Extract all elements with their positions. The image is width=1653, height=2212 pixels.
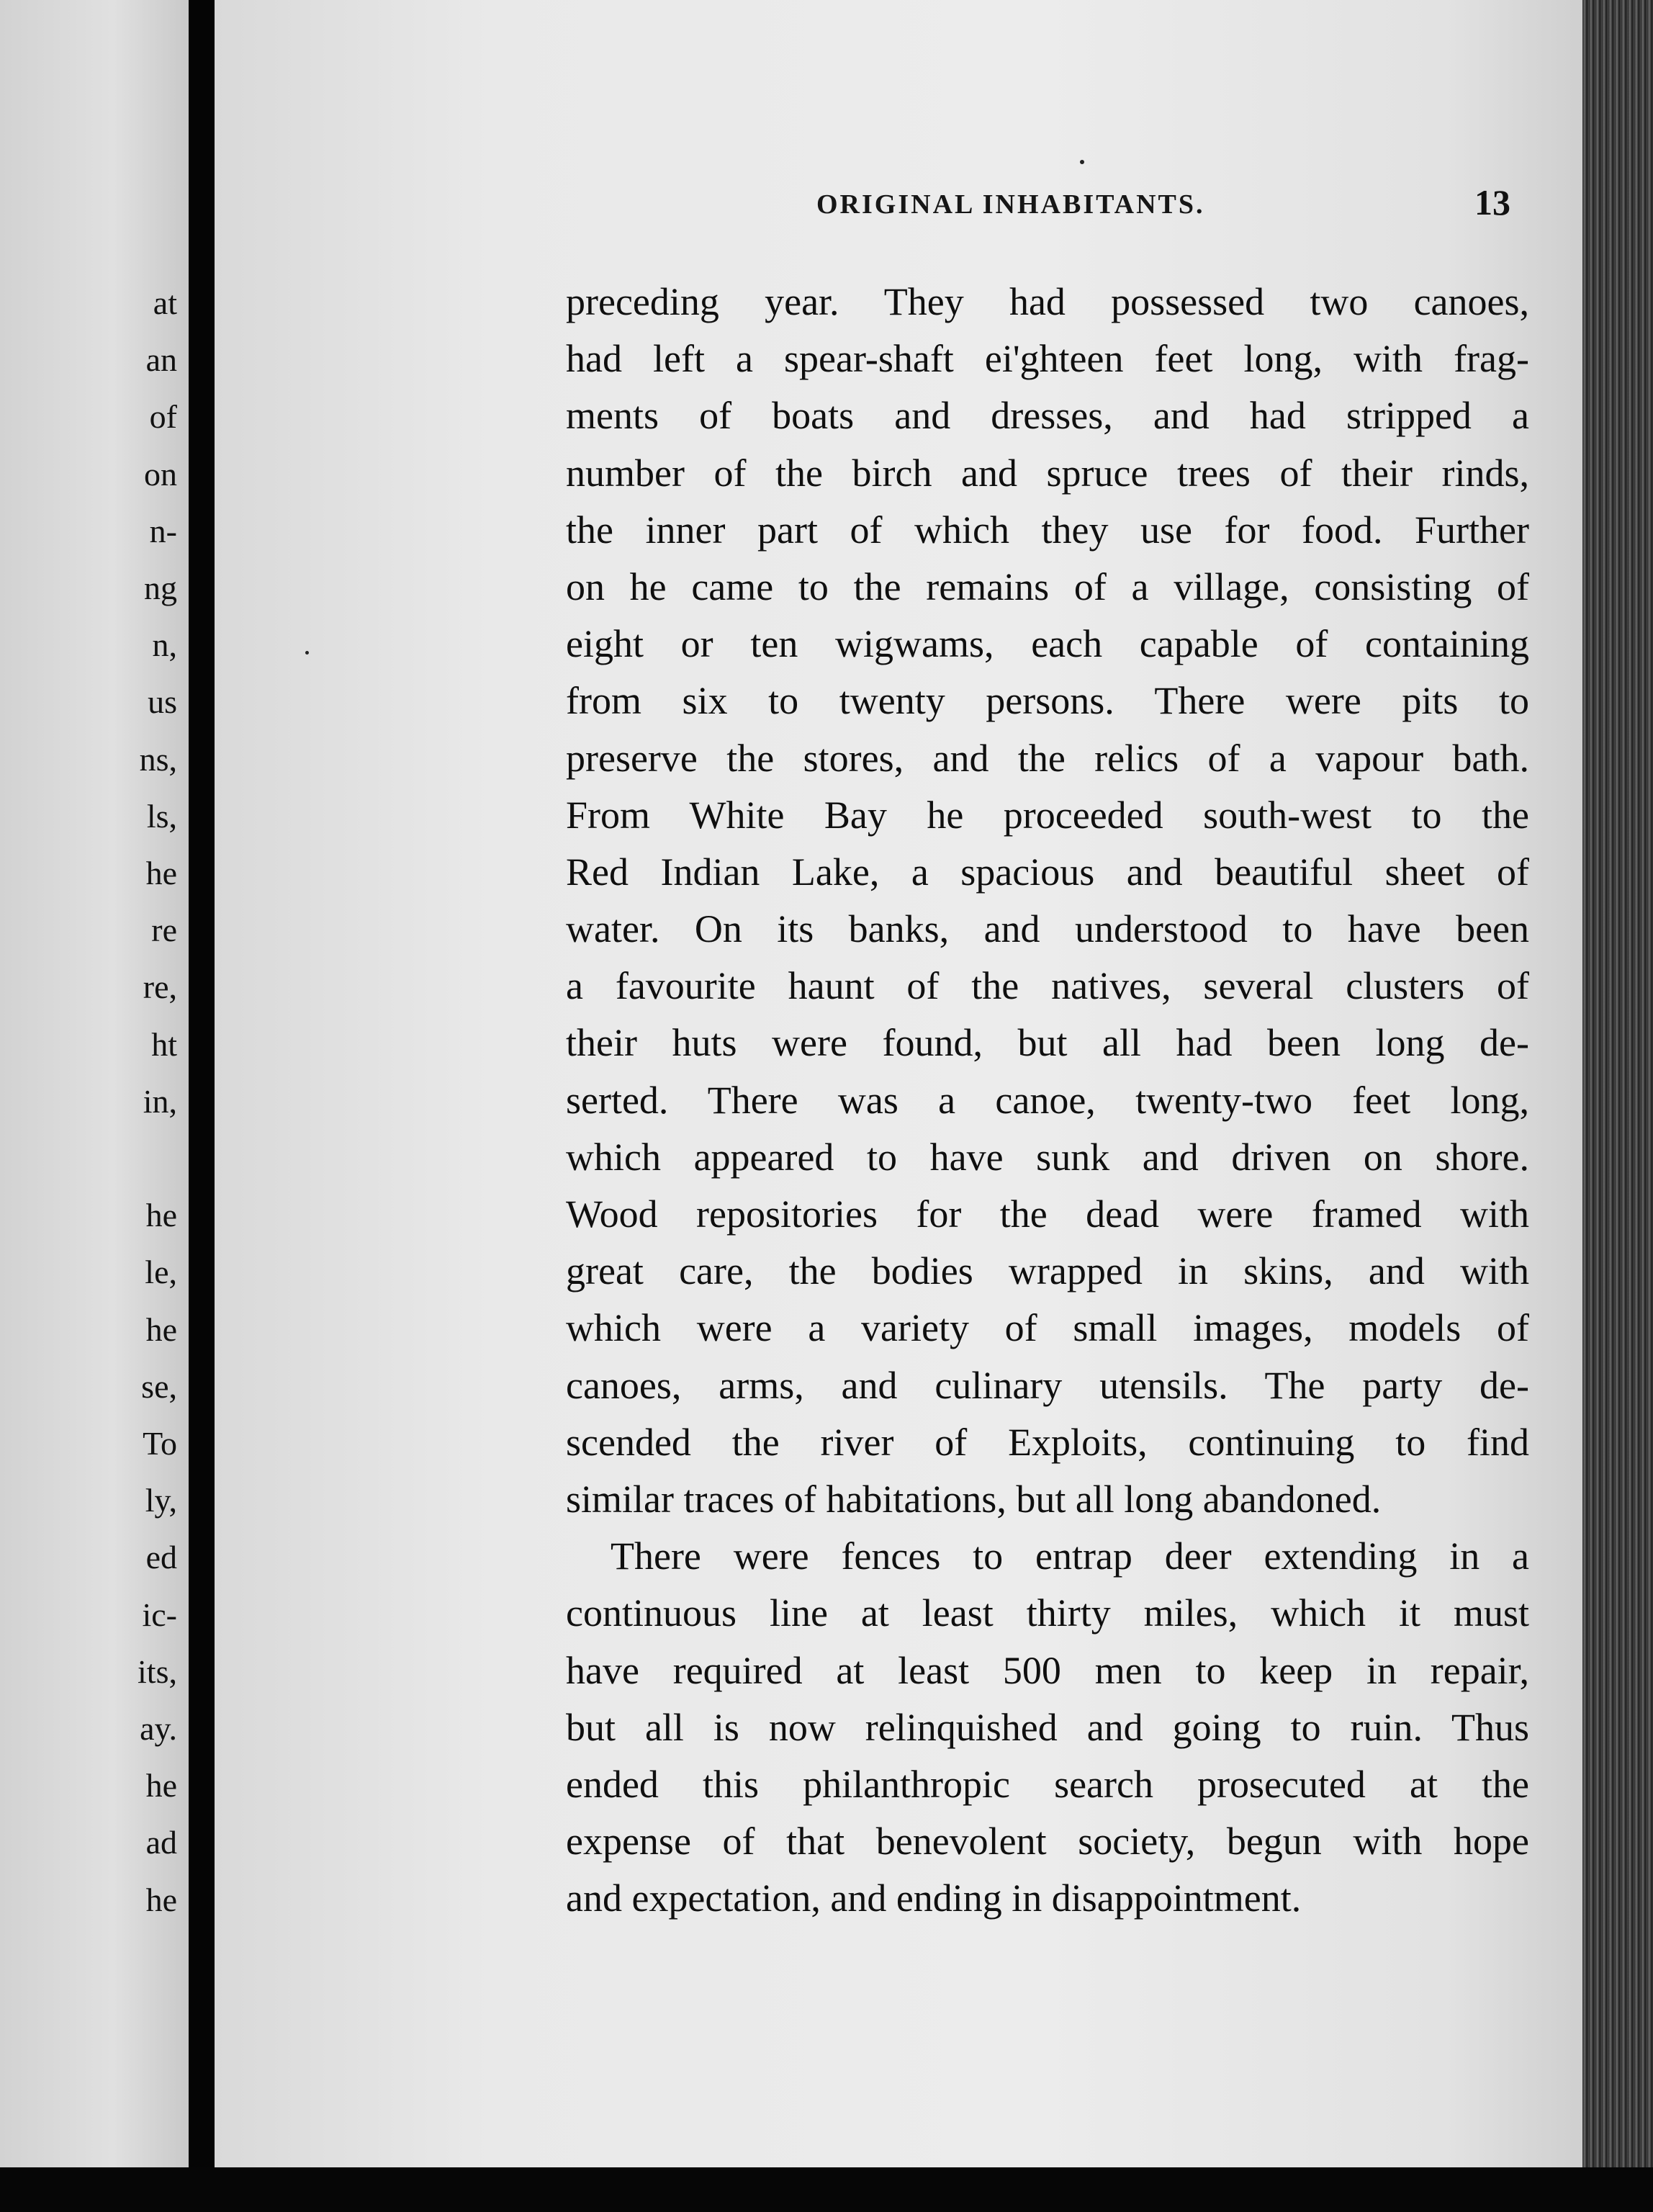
left-page-fragment: ed bbox=[145, 1539, 177, 1576]
text-line: canoes, arms, and culinary utensils. The party de- bbox=[566, 1363, 1529, 1407]
text-line: Red Indian Lake, a spacious and beautiful sheet of bbox=[566, 850, 1529, 894]
left-page-fragment: n, bbox=[152, 626, 177, 664]
left-page-fragment: ht bbox=[151, 1025, 177, 1063]
left-page-fragment: he bbox=[145, 1767, 177, 1804]
ink-speck bbox=[305, 651, 309, 655]
text-line: their huts were found, but all had been long de- bbox=[566, 1021, 1529, 1065]
left-page-fragment: he bbox=[145, 1197, 177, 1234]
left-page-fragment: us bbox=[148, 683, 177, 721]
left-page-fragment: ng bbox=[144, 570, 177, 606]
left-page-fragment: ls, bbox=[146, 797, 177, 835]
book-gutter bbox=[189, 0, 215, 2212]
text-line: number of the birch and spruce trees of their rinds, bbox=[566, 451, 1529, 495]
body-text bbox=[566, 274, 1529, 1927]
text-line: which were a variety of small images, models of bbox=[566, 1306, 1529, 1350]
text-line: had left a spear-shaft ei'ghteen feet long, with frag- bbox=[566, 337, 1529, 381]
scan-border bbox=[0, 2167, 1653, 2212]
text-line: scended the river of Exploits, continuing to find bbox=[566, 1420, 1529, 1464]
left-page-fragment: an bbox=[145, 341, 177, 379]
left-page-edge bbox=[0, 0, 189, 2167]
text-line: but all is now relinquished and going to ruin. Thus bbox=[566, 1705, 1529, 1749]
left-page-fragment: To bbox=[143, 1425, 177, 1462]
text-line: serted. There was a canoe, twenty-two feet long, bbox=[566, 1078, 1529, 1122]
page-edges bbox=[1582, 0, 1653, 2212]
text-line: a favourite haunt of the natives, several clusters of bbox=[566, 964, 1529, 1008]
left-page-fragment: he bbox=[145, 855, 177, 891]
left-page-fragment: ay. bbox=[140, 1710, 177, 1747]
running-head: ORIGINAL INHABITANTS. bbox=[816, 189, 1205, 220]
text-line: Wood repositories for the dead were framed with bbox=[566, 1192, 1529, 1236]
text-line: From White Bay he proceeded south-west to the bbox=[566, 793, 1529, 837]
text-line: and expectation, and ending in disappointment. bbox=[566, 1876, 1302, 1920]
left-page-fragment: on bbox=[144, 455, 177, 493]
text-line: eight or ten wigwams, each capable of containing bbox=[566, 622, 1529, 666]
left-page-fragment: re bbox=[151, 912, 177, 949]
text-line: There were fences to entrap deer extending in a bbox=[611, 1534, 1529, 1578]
text-line: great care, the bodies wrapped in skins, and with bbox=[566, 1249, 1529, 1293]
left-page-fragment: ic- bbox=[142, 1596, 177, 1633]
page-number: 13 bbox=[1474, 182, 1510, 222]
text-line: preceding year. They had possessed two canoes, bbox=[566, 280, 1529, 323]
left-page-fragment: of bbox=[149, 398, 177, 436]
text-line: the inner part of which they use for food. Further bbox=[566, 508, 1529, 552]
left-page-fragment: ly, bbox=[145, 1482, 177, 1519]
left-page-fragment: its, bbox=[138, 1653, 177, 1690]
left-page-fragment: se, bbox=[141, 1367, 177, 1405]
ink-speck bbox=[1080, 160, 1084, 164]
text-line: preserve the stores, and the relics of a vapour bath. bbox=[566, 736, 1529, 780]
text-line: which appeared to have sunk and driven on shore. bbox=[566, 1135, 1529, 1179]
left-page-fragment: at bbox=[153, 284, 177, 321]
left-page-fragment: n- bbox=[149, 512, 177, 549]
text-line: expense of that benevolent society, begun with hope bbox=[566, 1820, 1529, 1863]
left-page-fragment: re, bbox=[143, 968, 177, 1006]
left-page-fragment: ns, bbox=[139, 740, 177, 778]
left-page-fragment: le, bbox=[145, 1254, 177, 1291]
left-page-fragment: he bbox=[145, 1310, 177, 1348]
text-line: continuous line at least thirty miles, which it must bbox=[566, 1591, 1529, 1635]
text-line: ended this philanthropic search prosecuted at the bbox=[566, 1762, 1529, 1806]
left-page-fragment: in, bbox=[143, 1082, 177, 1120]
paragraph bbox=[566, 1528, 1529, 1927]
text-line: ments of boats and dresses, and had stripped a bbox=[566, 394, 1529, 438]
paragraph bbox=[566, 274, 1529, 1528]
book-page bbox=[215, 0, 1582, 2175]
text-line: have required at least 500 men to keep in repair, bbox=[566, 1648, 1529, 1692]
left-page-fragment: ad bbox=[145, 1824, 177, 1861]
text-line: on he came to the remains of a village, consisting of bbox=[566, 565, 1529, 608]
text-line: water. On its banks, and understood to have been bbox=[566, 907, 1529, 951]
text-line: similar traces of habitations, but all long abandoned. bbox=[566, 1477, 1382, 1521]
left-page-fragment: he bbox=[145, 1881, 177, 1918]
text-line: from six to twenty persons. There were pits to bbox=[566, 679, 1529, 723]
